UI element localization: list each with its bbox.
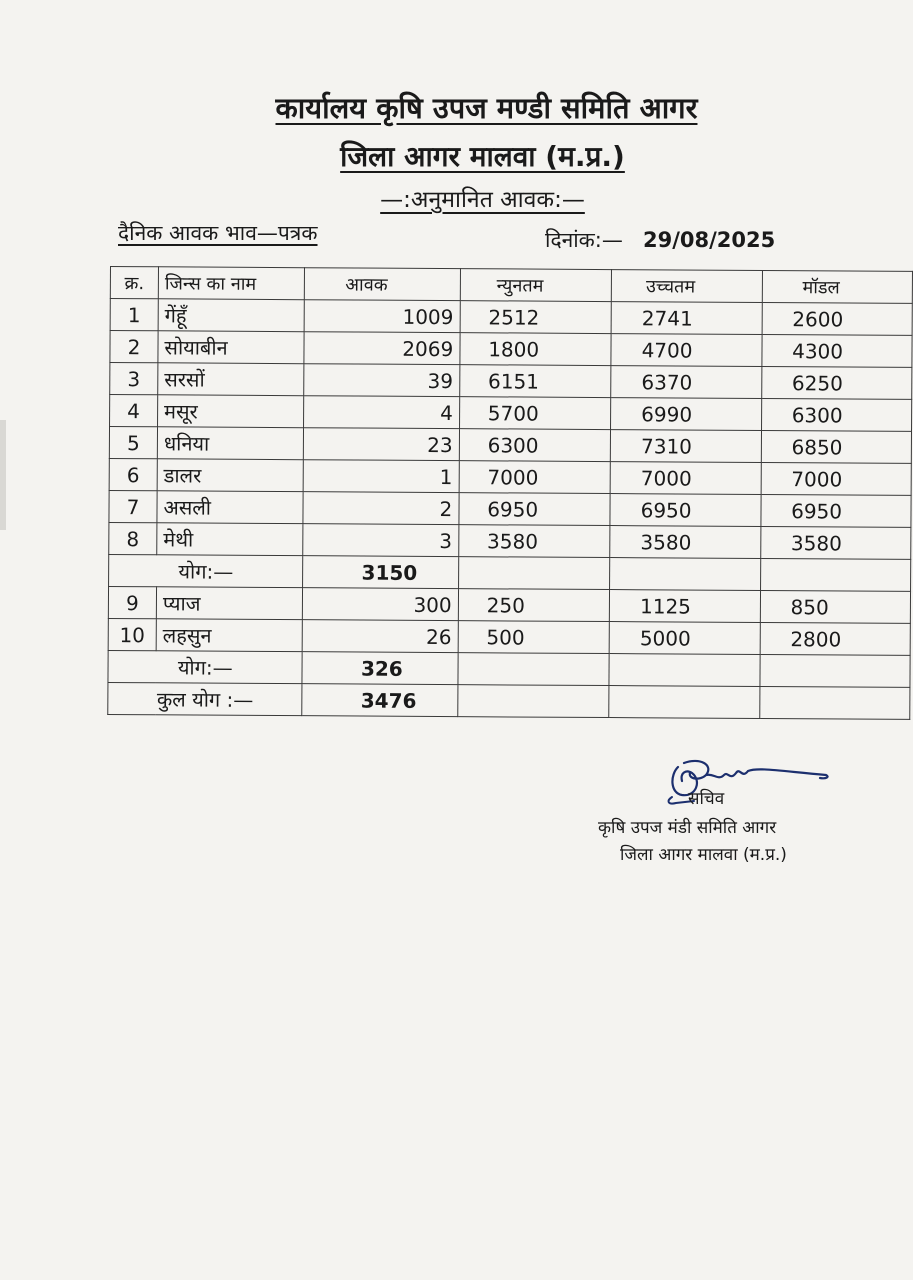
- cell-arrival: 4: [304, 396, 459, 429]
- empty-cell: [609, 654, 760, 687]
- signature-org: कृषि उपज मंडी समिति आगर: [598, 818, 777, 838]
- cell-arrival: 300: [303, 588, 458, 621]
- cell-modal: 2800: [760, 622, 911, 655]
- date-label: दिनांक:—: [545, 228, 623, 252]
- total-row: [108, 682, 910, 719]
- cell-modal: 4300: [762, 334, 913, 367]
- office-title: कार्यालय कृषि उपज मण्डी समिति आगर: [275, 91, 698, 125]
- table-header-row: [110, 267, 912, 304]
- subtotal-label: योग:—: [109, 554, 304, 587]
- cell-max: 7000: [610, 462, 761, 495]
- cell-min: 3580: [458, 525, 610, 558]
- subtotal-row: [108, 650, 910, 687]
- subtotal-row: [109, 554, 911, 591]
- cell-modal: 6250: [761, 366, 912, 399]
- cell-max: 7310: [610, 430, 761, 463]
- cell-sn: 2: [110, 331, 158, 363]
- cell-sn: 6: [109, 458, 157, 490]
- cell-arrival: 3: [303, 524, 458, 557]
- cell-max: 3580: [610, 526, 761, 559]
- empty-cell: [458, 653, 610, 686]
- subtitle: —:अनुमानित आवक:—: [380, 187, 585, 213]
- empty-cell: [760, 558, 911, 591]
- cell-commodity: धनिया: [157, 427, 304, 460]
- subtotal-value: 326: [302, 652, 457, 685]
- cell-commodity: सरसों: [158, 363, 305, 396]
- cell-modal: 6850: [761, 430, 912, 463]
- cell-modal: 6950: [761, 494, 912, 527]
- cell-arrival: 39: [304, 364, 459, 397]
- signature-image: [640, 745, 840, 815]
- subtotal-value: 3150: [303, 556, 458, 589]
- cell-min: 250: [458, 589, 610, 622]
- cell-sn: 8: [109, 522, 157, 554]
- report-date: 29/08/2025: [643, 228, 776, 252]
- cell-max: 6990: [611, 398, 762, 431]
- cell-commodity: मसूर: [157, 395, 304, 428]
- scan-edge-shadow: [0, 420, 6, 530]
- cell-sn: 1: [110, 299, 158, 331]
- total-label: कुल योग :—: [108, 682, 303, 715]
- cell-arrival: 1: [304, 460, 459, 493]
- cell-modal: 2600: [762, 302, 913, 335]
- cell-arrival: 2: [303, 492, 458, 525]
- cell-commodity: असली: [157, 491, 304, 524]
- total-value: 3476: [302, 684, 457, 717]
- table-row: [109, 458, 911, 495]
- cell-arrival: 2069: [304, 332, 459, 365]
- table-row: [109, 490, 911, 527]
- table-row: [108, 586, 910, 623]
- cell-min: 5700: [459, 397, 611, 430]
- cell-modal: 850: [760, 590, 911, 623]
- cell-max: 5000: [609, 622, 760, 655]
- cell-sn: 10: [108, 618, 156, 650]
- cell-commodity: मेथी: [157, 523, 304, 556]
- cell-modal: 6300: [761, 398, 912, 431]
- cell-min: 7000: [459, 461, 611, 494]
- cell-min: 6151: [459, 365, 611, 398]
- empty-cell: [760, 654, 911, 687]
- cell-max: 2741: [611, 302, 762, 335]
- cell-arrival: 23: [304, 428, 459, 461]
- cell-sn: 9: [108, 586, 156, 618]
- header-max-price: उच्चतम: [611, 270, 762, 303]
- report-title: दैनिक आवक भाव—पत्रक: [118, 221, 318, 245]
- cell-max: 4700: [611, 334, 762, 367]
- cell-max: 6950: [610, 494, 761, 527]
- cell-modal: 7000: [761, 462, 912, 495]
- cell-min: 6300: [459, 429, 611, 462]
- cell-commodity: सोयाबीन: [158, 331, 305, 364]
- table-row: [110, 299, 912, 336]
- cell-commodity: डालर: [157, 459, 304, 492]
- cell-sn: 7: [109, 490, 157, 522]
- empty-cell: [609, 686, 760, 719]
- table-row: [110, 363, 912, 400]
- cell-max: 1125: [609, 590, 760, 623]
- header-sn: क्र.: [110, 267, 158, 299]
- cell-commodity: प्याज: [156, 587, 303, 620]
- table-row: [110, 395, 912, 432]
- cell-min: 1800: [460, 333, 612, 366]
- cell-commodity: गेंहूँ: [158, 299, 305, 332]
- table-row: [110, 331, 912, 368]
- cell-arrival: 1009: [305, 300, 460, 333]
- header-modal-price: मॉडल: [762, 270, 913, 303]
- cell-arrival: 26: [303, 620, 458, 653]
- header-commodity: जिन्स का नाम: [158, 267, 305, 300]
- signature-district: जिला आगर मालवा (म.प्र.): [620, 845, 787, 865]
- cell-sn: 5: [109, 427, 157, 459]
- cell-commodity: लहसुन: [156, 619, 303, 652]
- district-title: जिला आगर मालवा (म.प्र.): [340, 140, 625, 173]
- cell-sn: 3: [110, 363, 158, 395]
- empty-cell: [457, 685, 609, 718]
- cell-max: 6370: [611, 366, 762, 399]
- subtotal-label: योग:—: [108, 650, 303, 683]
- empty-cell: [759, 686, 910, 719]
- empty-cell: [610, 558, 761, 591]
- header-min-price: न्युनतम: [460, 269, 612, 302]
- cell-min: 2512: [460, 301, 612, 334]
- table-row: [109, 522, 911, 559]
- cell-min: 500: [458, 621, 610, 654]
- table-row: [109, 427, 911, 464]
- table-row: [108, 618, 910, 655]
- signature-designation: सचिव: [688, 789, 725, 809]
- empty-cell: [458, 557, 610, 590]
- arrival-price-table: [107, 266, 913, 720]
- cell-sn: 4: [110, 395, 158, 427]
- cell-modal: 3580: [760, 526, 911, 559]
- cell-min: 6950: [459, 493, 611, 526]
- header-arrival: आवक: [305, 268, 460, 301]
